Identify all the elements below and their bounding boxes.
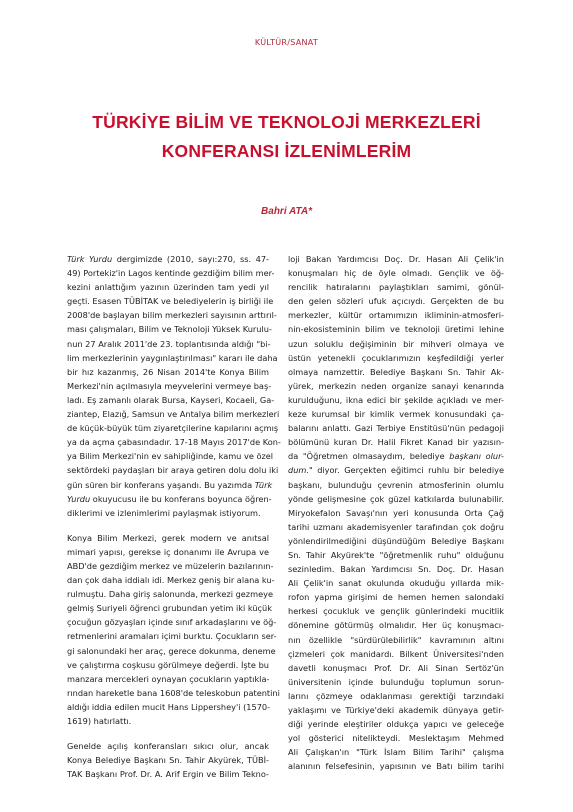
text-line: balarını anlattı. Gazi Terbiye Enstitüsü'nün pedagoji	[288, 423, 504, 434]
article-title	[40, 108, 533, 166]
text-line: geçti. Esasen TÜBİTAK ve belediyelerin iş birliği ile	[67, 296, 274, 307]
text-line: nin-ekosisteminin bilim ve teknoloji üretimi lehine	[288, 324, 504, 335]
text-line: keze kurumsal bir kimlik vermek konusundaki ça-	[288, 409, 504, 420]
left-column	[53, 252, 281, 781]
text-line: dum." diyor. Gerçekten eğitimci ruhlu bir belediye	[288, 465, 504, 476]
text-line: konuşmaları hiç de öyle olmadı. Gençlik ve öğ-	[288, 268, 504, 279]
text-line: rofon yapma girişimi de hemen hemen salondaki	[288, 592, 504, 603]
text-line: yönlendirilmediğini düşündüğüm Belediye Başkanı	[288, 535, 504, 546]
text-line: dan çok daha iddialı idi. Merkez geniş bir alana ku-	[67, 575, 275, 586]
text-line: sektördeki paydaşları bir araya getiren dolu dolu iki	[67, 465, 279, 476]
text-line: Yurdu okuyucusu ile bu konferans boyunca öğren-	[67, 493, 272, 504]
right-column	[288, 252, 504, 773]
text-line: mimari yapısı, gerekse iç donanımı ile Avrupa ve	[67, 546, 269, 557]
text-line: yönde gelişmesine çok güzel katkılarda bulunabilir.	[288, 493, 504, 504]
text-line: ladı. Eş zamanlı olarak Bursa, Kayseri, Kocaeli, Ga-	[67, 394, 275, 405]
text-line: ve çalıştırma coşkusu görülmeye değerdi. İşte bu	[67, 659, 269, 670]
text-line: TAK Başkanı Prof. Dr. A. Arif Ergin ve Bilim Tekno-	[67, 769, 269, 780]
text-line: dönemine götürmüş olmalıdır. Her üç konuşmacı-	[288, 620, 504, 631]
text-line: çocuğun gözyaşları içinde sınıf arkadaşlarını ve öğ-	[67, 617, 277, 628]
text-line: Miryokefalon Savaşı'nın yeri konusunda Orta Çağ	[288, 507, 504, 518]
text-line: Sn. Tahir Akyürek'te "öğretmenlik ruhu" olduğunu	[288, 549, 504, 560]
text-line: bölümünü kuran Dr. Halil Fikret Kanad bir yazısın-	[288, 437, 504, 448]
text-line: ması çalışmaları, Bilim ve Teknoloji Yüksek Kurulu-	[67, 324, 272, 335]
text-line: üstün yetenekli çocuklarımızın keşfedildiği yerler	[288, 352, 504, 363]
text-line: kezini anlattığım yazının üzerinden tam yedi yıl	[67, 282, 269, 293]
text-line: olmaya namzettir. Belediye Başkanı Sn. Tahir Ak-	[288, 366, 504, 377]
text-line: manzara mercekleri oynayan çocukların yaptıkla-	[67, 673, 270, 684]
text-line: rulmuştu. Daha giriş salonunda, merkezi gezmeye	[67, 589, 273, 600]
text-line: nın özellikle "sürdürülebilirlik" kavramının altını	[288, 634, 504, 645]
text-line: Merkezi'nin açılmasıyla meyvelerini vermeye baş-	[67, 380, 272, 391]
text-line: gi salonundaki her araç, gerece dokunma, deneme	[67, 645, 276, 656]
text-line: Türk Yurdu dergimizde (2010, sayı:270, ss. 47-	[67, 254, 269, 264]
text-line: üniversitenin içinde bulunduğu toplumun sorun-	[288, 676, 504, 687]
text-line: çizmeleri çok manidardı. Bilkent Üniversitesi'nden	[288, 648, 504, 659]
paragraph	[53, 531, 280, 728]
text-line: alanının felsefesinin, yapısının ve Batı bilim tarihi	[288, 761, 504, 772]
text-line: yol gösterici nitelikteydi. Meslektaşım Mehmed	[288, 733, 504, 744]
text-line: den gelen sözleri ufuk açıcıydı. Gerçekten de bu	[288, 296, 504, 307]
section-label: KÜLTÜR/SANAT	[254, 38, 319, 47]
text-line: loji Bakan Yardımcısı Doç. Dr. Hasan Ali Çelik'in	[288, 254, 504, 264]
text-line: ya Bilim Merkezi'nin ev sahipliğinde, kamu ve özel	[67, 451, 274, 462]
text-line: rencilik hatıralarını paylaştıkları samimi, gönül-	[288, 282, 504, 293]
text-line: Ali Çelik'in sanat okulunda okuduğu yıllarda mik-	[288, 578, 504, 589]
text-line: merkezler, kültür ortamımızın ikliminin-atmosferi-	[288, 310, 504, 321]
text-line: gün süren bir konferans yaşandı. Bu yazımda Türk	[67, 479, 273, 490]
text-line: yürek, merkezin neden organize sanayi kenarında	[288, 380, 504, 391]
author-name: Bahri ATA*	[261, 206, 312, 217]
text-line: 2008'de başlayan bilim merkezleri sayısının arttırıl-	[67, 310, 277, 321]
paragraph	[53, 739, 269, 781]
text-line: de küçük-büyük tüm ziyaretçilerine kapılarını açmış	[67, 423, 279, 434]
text-line: gelmiş Suriyeli öğrenci grubundan yetim iki küçük	[67, 603, 272, 614]
text-line: davetli konuşmacı Prof. Dr. Ali Sinan Sertöz'ün	[288, 662, 504, 673]
text-line: aldığı iddia edilen mucit Hans Lippershey'i (1570-	[67, 701, 271, 712]
paragraph	[288, 252, 504, 773]
text-line: başkanı, bulunduğu çevrenin atmosferinin olumlu	[288, 479, 504, 490]
text-line: tarihi uzmanı akademisyenler tarafından çok doğru	[288, 521, 504, 532]
text-line: uzun soluklu değişiminin bir mihveri olmaya ve	[288, 338, 504, 349]
text-line: diklerimi ve izlenimlerimi paylaşmak istiyorum.	[67, 507, 261, 518]
text-line: nun 27 Aralık 2011'de 23. toplantısında aldığı "bi-	[67, 338, 271, 349]
text-line: sezinledim. Bakan Yardımcısı Sn. Doç. Dr. Hasan	[288, 564, 504, 575]
text-line: ya da açma çabasındadır. 17-18 Mayıs 2017'de Kon-	[67, 437, 281, 448]
text-line: lim merkezlerinin yaygınlaştırılması" kararı ile daha	[67, 352, 278, 363]
text-line: Ali Çalışkan'ın "Türk İslam Bilim Tarihi" çalışma	[288, 747, 504, 758]
text-line: larını çözmeye odaklanması gerektiği tarzındaki	[288, 690, 504, 701]
text-line: ziantep, Elazığ, Samsun ve Antalya bilim merkezleri	[67, 409, 280, 420]
text-line: diği yerinde eleştiriler oldukça yapıcı ve geleceğe	[288, 719, 504, 730]
text-line: 1619) hatırlattı.	[67, 716, 132, 726]
text-line: kurulduğunu, ikna edici bir şekilde açıkladı ve mer-	[288, 394, 504, 405]
title-line: KONFERANSI İZLENİMLERİM	[161, 141, 412, 161]
text-line: retmenlerini aramaları içimi burktu. Çocukların ser-	[67, 631, 277, 642]
paragraph	[53, 252, 281, 520]
text-line: herkesi çocukluk ve gençlik günlerindeki mucitlik	[288, 606, 504, 617]
text-line: bir hız kazanmış, 26 Nisan 2014'te Konya Bilim	[67, 366, 269, 377]
text-line: Konya Bilim Merkezi, gerek modern ve anıtsal	[67, 532, 269, 543]
text-line: yaklaşımı ve Türkiye'deki akademik dünyaya getir-	[288, 705, 504, 715]
text-line: rından hareketle bana 1608'de teleskobun patentini	[67, 687, 280, 698]
text-line: da "Öğretmen olmasaydım, belediye başkanı olur-	[288, 451, 504, 462]
title-line: TÜRKİYE BİLİM VE TEKNOLOJİ MERKEZLERİ	[92, 112, 481, 132]
text-line: 49) Portekiz'in Lagos kentinde gezdiğim bilim mer-	[67, 268, 275, 279]
text-line: Konya Belediye Başkanı Sn. Tahir Akyürek, TÜBİ-	[67, 755, 269, 766]
text-line: Genelde açılış konferansları sıkıcı olur, ancak	[67, 741, 269, 752]
text-line: ABD'de gezdiğim merkez ve müzelerin bazılarının-	[67, 560, 274, 571]
